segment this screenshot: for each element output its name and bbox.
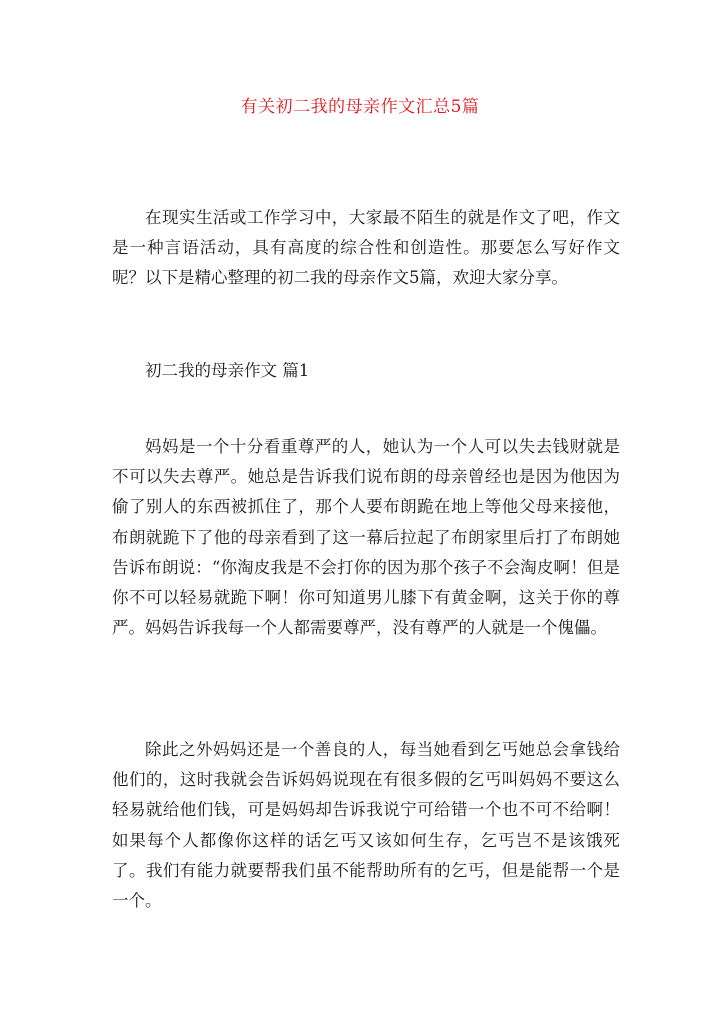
- intro-paragraph: 在现实生活或工作学习中，大家最不陌生的就是作文了吧，作文是一种言语活动，具有高度的综合性和创造性。那要怎么写好作文呢？以下是精心整理的初二我的母亲作文5篇，欢迎大家分享。: [112, 208, 620, 288]
- intro-section: [112, 203, 620, 294]
- body-section-1: [112, 432, 620, 643]
- section-heading: 初二我的母亲作文 篇1: [145, 361, 310, 380]
- body-section-2: [112, 735, 620, 916]
- body-paragraph-1: 妈妈是一个十分看重尊严的人，她认为一个人可以失去钱财就是不可以失去尊严。她总是告诉我们说布朗的母亲曾经也是因为他因为偷了别人的东西被抓住了，那个人要布朗跪在地上等他父母来接他，布朗就跪下了他的母亲看到了这一幕后拉起了布朗家里后打了布朗她告诉布朗说：“你淘皮我是不会打你的因为那个孩子不会淘皮啊！但是你不可以轻易就跪下啊！你可知道男儿膝下有黄金啊，这关于你的尊严。妈妈告诉我每一个人都需要尊严，没有尊严的人就是一个傀儡。: [112, 437, 620, 638]
- document-title: 有关初二我的母亲作文汇总5篇: [240, 97, 480, 117]
- body-paragraph-2: 除此之外妈妈还是一个善良的人，每当她看到乞丐她总会拿钱给他们的，这时我就会告诉妈妈说现在有很多假的乞丐叫妈妈不要这么轻易就给他们钱，可是妈妈却告诉我说宁可给错一个也不可不给啊！如果每个人都像你这样的话乞丐又该如何生存，乞丐岂不是该饿死了。我们有能力就要帮我们虽不能帮助所有的乞丐，但是能帮一个是一个。: [112, 740, 620, 911]
